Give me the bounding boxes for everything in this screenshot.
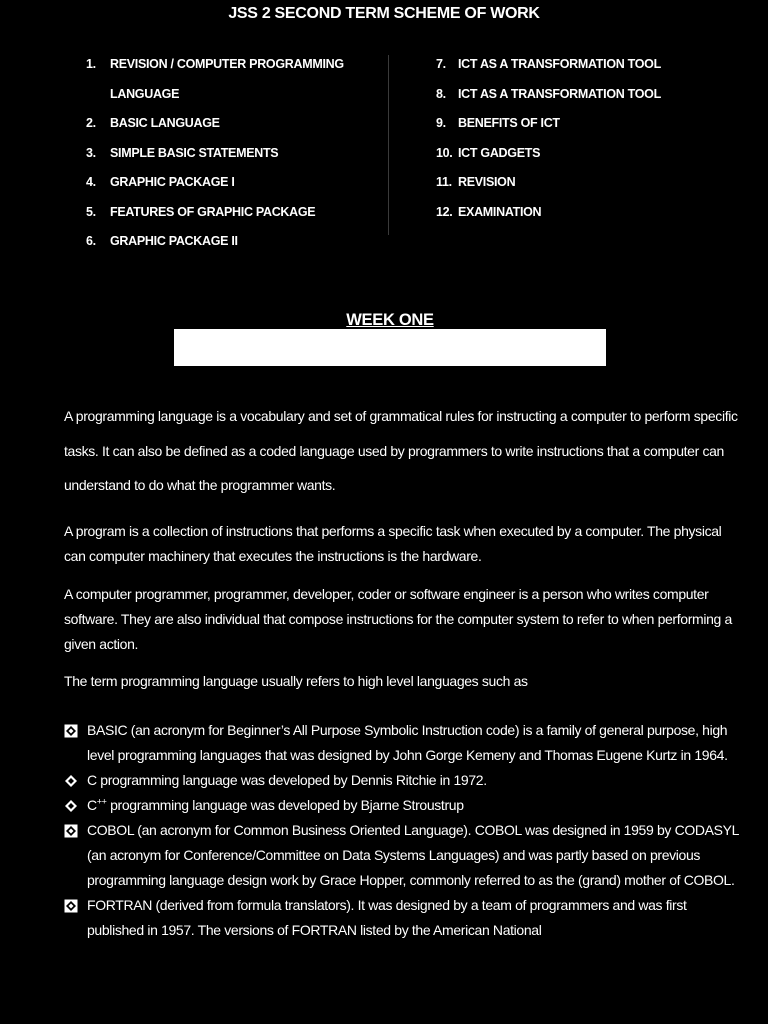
checkbox-diamond-bullet-icon — [64, 893, 87, 943]
list-item: BASIC (an acronym for Beginner’s All Purpose Symbolic Instruction code) is a family of general purpose, high level programming languages that was designed by John Gorge Kemeny and Thomas Eugene Kurtz in 1964. — [64, 718, 744, 768]
scheme-item: 10. ICT GADGETS — [436, 145, 541, 160]
list-item: C programming language was developed by Dennis Ritchie in 1972. — [64, 768, 744, 793]
scheme-item: 8. ICT AS A TRANSFORMATION TOOL — [436, 86, 661, 101]
checkbox-diamond-bullet-icon — [64, 818, 87, 893]
scheme-item: 3. SIMPLE BASIC STATEMENTS — [86, 145, 279, 160]
scheme-right-column — [436, 54, 736, 231]
language-bullet-list — [64, 718, 744, 943]
scheme-item: 7. ICT AS A TRANSFORMATION TOOL — [436, 57, 661, 71]
paragraph-definition: A programming language is a vocabulary and set of grammatical rules for instructing a computer to perform specific tasks. It can also be defined as a coded language used by programmers to write instructions that a computer can understand to do what the programmer wants. — [64, 408, 738, 493]
week-heading: WEEK ONE — [346, 311, 434, 329]
list-item: COBOL (an acronym for Common Business Oriented Language). COBOL was designed in 1959 by CODASYL (an acronym for Conference/Committee on Data Systems Languages) and was partly based on previous programming language design work by Grace Hopper, commonly referred to as the (grand) mother of COBOL. — [64, 818, 744, 893]
paragraph-programmer: A computer programmer, programmer, developer, coder or software engineer is a person who writes computer software. They are also individual that compose instructions for the computer system to refer to when performing a given action. — [64, 586, 732, 652]
list-item: FORTRAN (derived from formula translators). It was designed by a team of programmers and was first published in 1957. The versions of FORTRAN listed by the American National — [64, 893, 744, 943]
scheme-left-column — [86, 54, 386, 261]
scheme-item: 6. GRAPHIC PACKAGE II — [86, 234, 238, 248]
scheme-item: 2. BASIC LANGUAGE — [86, 116, 220, 130]
scheme-item: LANGUAGE — [110, 86, 180, 101]
scheme-item: 11. REVISION — [436, 175, 516, 189]
diamond-bullet-icon — [64, 793, 87, 818]
page-title: JSS 2 SECOND TERM SCHEME OF WORK — [228, 5, 540, 22]
paragraph-high-level: The term programming language usually refers to high level languages such as — [64, 673, 528, 689]
list-item: C++ programming language was developed by Bjarne Stroustrup — [64, 793, 744, 818]
scheme-item: 12. EXAMINATION — [436, 204, 542, 219]
column-divider — [388, 55, 389, 235]
scheme-item: 4. GRAPHIC PACKAGE I — [86, 175, 235, 189]
paragraph-program: A program is a collection of instructions that performs a specific task when executed by a computer. The physical can computer machinery that executes the instructions is the hardware. — [64, 523, 722, 564]
scheme-item: 9. BENEFITS OF ICT — [436, 116, 560, 130]
checkbox-diamond-bullet-icon — [64, 718, 87, 768]
scheme-of-work-list — [0, 0, 768, 260]
diamond-bullet-icon — [64, 768, 87, 793]
scheme-item: 5. FEATURES OF GRAPHIC PACKAGE — [86, 204, 316, 219]
blank-white-box — [174, 329, 606, 366]
scheme-item: 1. REVISION / COMPUTER PROGRAMMING — [86, 57, 344, 71]
